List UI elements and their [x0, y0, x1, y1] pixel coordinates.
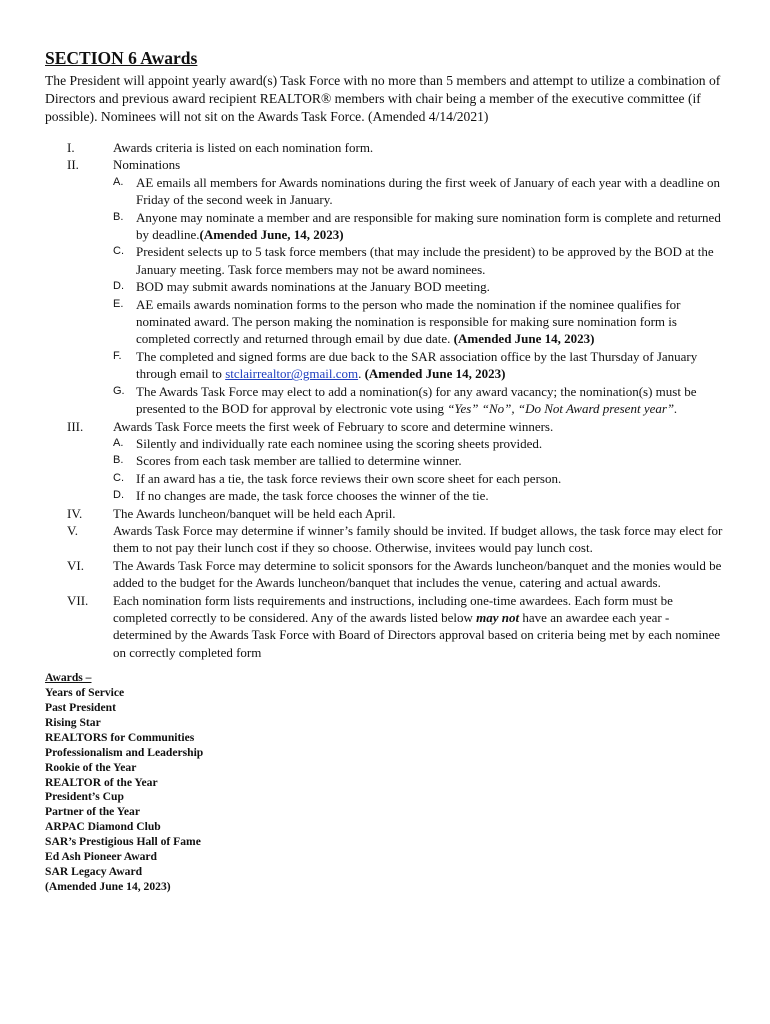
award-name: Partner of the Year: [45, 805, 140, 819]
sub-item-body: [136, 487, 729, 504]
sub-item-text: Silently and individually rate each nominee using the scoring sheets provided.: [136, 435, 543, 451]
sub-item-body: [136, 452, 729, 469]
sub-list: [113, 174, 729, 418]
item-text: The Awards Task Force may determine to solicit sponsors for the Awards luncheon/banquet and the monies would be added to the budget for the Awards luncheon/banquet that includes the venue, catering and actual awards.: [113, 557, 722, 591]
item-body: [113, 522, 729, 557]
sub-list-item: [113, 383, 729, 418]
list-item: [45, 592, 729, 662]
sub-item-text: If an award has a tie, the task force reviews their own score sheet for each person.: [136, 470, 562, 486]
item-paragraph: [113, 156, 729, 173]
sub-item-body: [136, 278, 729, 295]
sub-item-letter: G.: [113, 384, 125, 397]
sub-list-item: [113, 174, 729, 209]
item-body: [113, 505, 729, 522]
document-page: [45, 48, 729, 895]
list-item: [45, 505, 729, 522]
award-name: Professionalism and Leadership: [45, 745, 204, 759]
item-number: VII.: [67, 592, 89, 608]
list-item: [45, 522, 729, 557]
sub-list: [113, 435, 729, 505]
sub-list-item: [113, 348, 729, 383]
item-body: [113, 139, 729, 156]
item-number: II.: [67, 157, 79, 173]
sub-list-item: [113, 209, 729, 244]
sub-item-letter: A.: [113, 436, 124, 449]
sub-item-text: The Awards Task Force may elect to add a nomination(s) for any award vacancy; the nomination(s) must be presented to the BOD for approval by electronic vote using: [136, 383, 697, 417]
amendment-note: (Amended June 14, 2023): [453, 331, 595, 347]
item-number: IV.: [67, 505, 83, 521]
item-paragraph: [113, 139, 729, 156]
sub-item-body: [136, 383, 729, 418]
award-name: SAR Legacy Award: [45, 864, 143, 878]
item-text: The Awards luncheon/banquet will be held each April.: [113, 505, 396, 521]
sub-item-body: [136, 435, 729, 452]
award-name: (Amended June 14, 2023): [45, 879, 171, 893]
sub-item-text: Scores from each task member are tallied to determine winner.: [136, 453, 462, 469]
award-name: Years of Service: [45, 686, 125, 700]
sub-item-letter: D.: [113, 280, 124, 293]
sub-item-text-after: .: [358, 366, 365, 382]
award-name: SAR’s Prestigious Hall of Fame: [45, 835, 201, 849]
item-number: I.: [67, 140, 75, 155]
item-body: [113, 592, 729, 662]
sub-item-text: BOD may submit awards nominations at the January BOD meeting.: [136, 279, 490, 295]
sub-item-letter: F.: [113, 349, 122, 362]
item-paragraph: [113, 557, 729, 592]
list-item: [45, 557, 729, 592]
sub-item-body: [136, 174, 729, 209]
rules-list: [45, 139, 729, 661]
sub-list-item: [113, 470, 729, 487]
sub-item-body: [136, 209, 729, 244]
award-name: Rising Star: [45, 715, 101, 729]
item-number: V.: [67, 522, 78, 538]
section-title: SECTION 6 Awards: [45, 48, 198, 68]
item-text: Awards Task Force meets the first week of February to score and determine winners.: [113, 418, 554, 434]
award-name: President’s Cup: [45, 790, 124, 804]
sub-item-text: If no changes are made, the task force chooses the winner of the tie.: [136, 488, 489, 504]
item-paragraph: [113, 505, 729, 522]
email-link[interactable]: stclairrealtor@gmail.com: [225, 366, 359, 382]
item-paragraph: [113, 418, 729, 435]
award-name: ARPAC Diamond Club: [45, 820, 161, 834]
sub-list-item: [113, 243, 729, 278]
sub-item-body: [136, 348, 729, 383]
sub-list-item: [113, 278, 729, 295]
item-text-after: have an awardee each year - determined by the Awards Task Force with Board of Directors approval based on criteria being met by each nominee on correctly completed form: [113, 609, 721, 660]
award-name: Ed Ash Pioneer Award: [45, 850, 157, 864]
item-number: III.: [67, 418, 84, 434]
sub-item-letter: C.: [113, 245, 124, 258]
award-name: Rookie of the Year: [45, 760, 137, 774]
item-paragraph: [113, 592, 729, 662]
sub-item-body: [136, 470, 729, 487]
awards-heading: Awards –: [45, 671, 92, 685]
item-body: [113, 557, 729, 592]
sub-item-letter: A.: [113, 175, 124, 188]
amendment-note: (Amended June, 14, 2023): [199, 227, 344, 243]
sub-item-text: Anyone may nominate a member and are responsible for making sure nomination form is complete and returned by deadline.: [136, 209, 721, 243]
item-number: VI.: [67, 557, 84, 573]
item-body: [113, 156, 729, 417]
sub-list-item: [113, 435, 729, 452]
item-paragraph: [113, 522, 729, 557]
list-item: [45, 139, 729, 156]
vote-options: “Yes” “No”, “Do Not Award present year”.: [447, 401, 678, 417]
sub-item-text: AE emails all members for Awards nominations during the first week of January of each year with a deadline on Friday of the second week in January.: [136, 174, 720, 208]
sub-item-letter: C.: [113, 471, 124, 484]
award-name: REALTOR of the Year: [45, 775, 158, 789]
item-text: Awards Task Force may determine if winner’s family should be invited. If budget allows, the task force may elect for them to not pay their lunch cost if they so choose. Otherwise, invitees would pay lunch cost.: [113, 522, 723, 556]
sub-item-text: President selects up to 5 task force members (that may include the president) to be approved by the BOD at the January meeting. Task force members may not be award nominees.: [136, 244, 714, 277]
sub-list-item: [113, 487, 729, 504]
item-text: Each nomination form lists requirements and instructions, including one-time awardees. Each form must be completed correctly to be considered. Any of the awards listed below: [113, 592, 673, 625]
item-text: Awards criteria is listed on each nomination form.: [113, 140, 374, 155]
sub-list-item: [113, 452, 729, 469]
sub-item-body: [136, 296, 729, 348]
award-name: REALTORS for Communities: [45, 730, 195, 744]
sub-item-letter: B.: [113, 210, 124, 223]
item-body: [113, 418, 729, 505]
sub-item-letter: B.: [113, 454, 124, 467]
sub-list-item: [113, 296, 729, 348]
amendment-note: (Amended June 14, 2023): [364, 366, 506, 382]
item-text: Nominations: [113, 157, 181, 173]
award-name: Past President: [45, 701, 116, 714]
emphasis-text: may not: [476, 609, 520, 625]
list-item: [45, 418, 729, 505]
awards-list: [45, 671, 729, 895]
sub-item-letter: D.: [113, 489, 124, 502]
list-item: [45, 156, 729, 417]
sub-item-letter: E.: [113, 297, 124, 310]
section-intro: The President will appoint yearly award(s) Task Force with no more than 5 members and attempt to utilize a combination of Directors and previous award recipient REALTOR® members with chair being a member of the executive committee (if possible). Nominees will not sit on the Awards Task Force. (Amended 4/14/2021): [45, 73, 721, 124]
sub-item-body: [136, 243, 729, 278]
sub-item-text: The completed and signed forms are due back to the SAR association office by the last Thursday of January through email to: [136, 348, 698, 382]
sub-item-text: AE emails awards nomination forms to the person who made the nomination if the nominee qualifies for nominated award. The person making the nomination is responsible for making sure nomination form is completed correctly and returned through email by due date.: [136, 296, 681, 347]
